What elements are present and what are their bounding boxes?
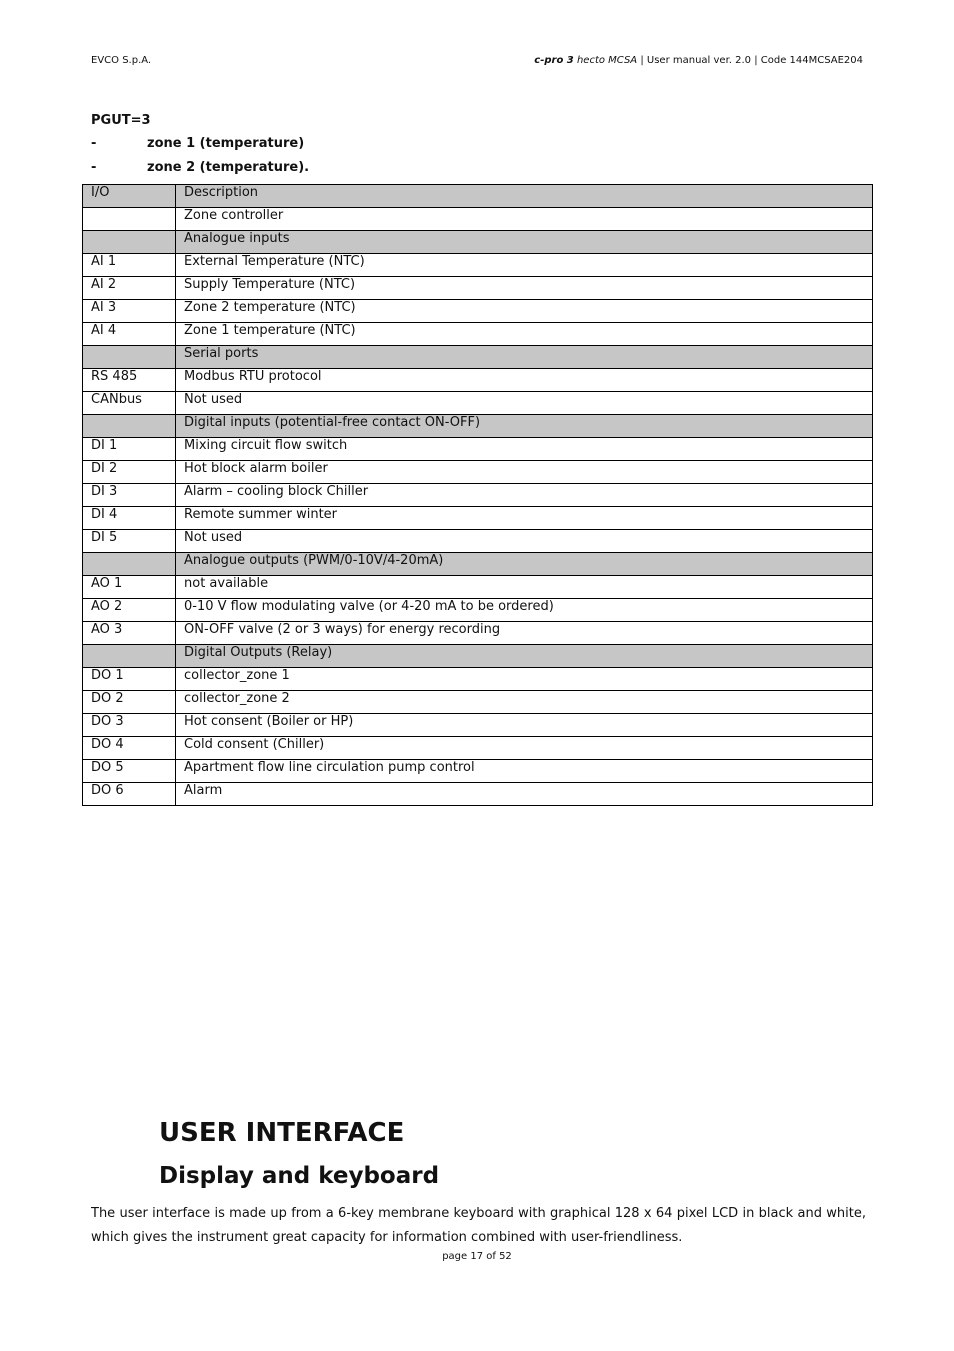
io-cell: DO 3 xyxy=(83,714,176,737)
description-cell: Zone controller xyxy=(176,208,873,231)
table-row xyxy=(83,277,873,300)
description-cell: Description xyxy=(176,185,873,208)
description-cell: Hot consent (Boiler or HP) xyxy=(176,714,873,737)
table-row xyxy=(83,300,873,323)
table-row xyxy=(83,507,873,530)
section-title: USER INTERFACE xyxy=(159,1118,405,1148)
io-cell xyxy=(83,346,176,369)
bullet-dash: - xyxy=(91,160,97,175)
description-cell: Zone 2 temperature (NTC) xyxy=(176,300,873,323)
io-cell: AI 2 xyxy=(83,277,176,300)
io-cell: AO 2 xyxy=(83,599,176,622)
io-cell: DI 4 xyxy=(83,507,176,530)
table-header-row xyxy=(83,231,873,254)
description-cell: Alarm xyxy=(176,783,873,806)
table-row xyxy=(83,208,873,231)
io-cell: DI 1 xyxy=(83,438,176,461)
header-product-name: c-pro 3 xyxy=(534,55,574,66)
table-header-row xyxy=(83,553,873,576)
io-cell: AI 3 xyxy=(83,300,176,323)
table-header-row xyxy=(83,346,873,369)
description-cell: Hot block alarm boiler xyxy=(176,461,873,484)
description-cell: Zone 1 temperature (NTC) xyxy=(176,323,873,346)
table-row xyxy=(83,737,873,760)
io-cell: DI 2 xyxy=(83,461,176,484)
description-cell: Serial ports xyxy=(176,346,873,369)
bullet-text: zone 1 (temperature) xyxy=(147,136,305,151)
table-row xyxy=(83,599,873,622)
table-row xyxy=(83,760,873,783)
io-cell: DO 6 xyxy=(83,783,176,806)
io-table-body xyxy=(83,185,873,806)
bullet-dash: - xyxy=(91,136,97,151)
table-row xyxy=(83,438,873,461)
io-cell: DI 5 xyxy=(83,530,176,553)
io-cell: CANbus xyxy=(83,392,176,415)
table-header-row xyxy=(83,645,873,668)
io-cell: AO 3 xyxy=(83,622,176,645)
description-cell: 0-10 V flow modulating valve (or 4-20 mA to be ordered) xyxy=(176,599,873,622)
subsection-title: Display and keyboard xyxy=(159,1163,440,1189)
header-manual-version: | User manual ver. 2.0 | Code 144MCSAE204 xyxy=(640,55,863,66)
header-manual-info xyxy=(534,55,863,66)
table-row xyxy=(83,576,873,599)
table-row xyxy=(83,392,873,415)
description-cell: collector_zone 2 xyxy=(176,691,873,714)
description-cell: Mixing circuit flow switch xyxy=(176,438,873,461)
io-cell xyxy=(83,208,176,231)
table-row xyxy=(83,691,873,714)
description-cell: Modbus RTU protocol xyxy=(176,369,873,392)
io-cell: DO 1 xyxy=(83,668,176,691)
setting-label: PGUT=3 xyxy=(91,113,151,128)
io-cell: AI 4 xyxy=(83,323,176,346)
io-cell: DI 3 xyxy=(83,484,176,507)
io-cell xyxy=(83,645,176,668)
io-table xyxy=(82,184,873,806)
io-cell: AI 1 xyxy=(83,254,176,277)
table-row xyxy=(83,622,873,645)
description-cell: ON-OFF valve (2 or 3 ways) for energy recording xyxy=(176,622,873,645)
description-cell: Digital inputs (potential-free contact ON-OFF) xyxy=(176,415,873,438)
table-row xyxy=(83,530,873,553)
table-row xyxy=(83,484,873,507)
table-row xyxy=(83,369,873,392)
table-row xyxy=(83,783,873,806)
io-cell xyxy=(83,553,176,576)
description-cell: Cold consent (Chiller) xyxy=(176,737,873,760)
io-cell: I/O xyxy=(83,185,176,208)
header-product-model: hecto MCSA xyxy=(576,55,638,66)
description-cell: Analogue inputs xyxy=(176,231,873,254)
body-paragraph: The user interface is made up from a 6-key membrane keyboard with graphical 128 x 64 pixel LCD in black and white, which gives the instrument great capacity for information combined with user-friendliness. xyxy=(91,1206,866,1245)
io-cell: AO 1 xyxy=(83,576,176,599)
description-cell: Alarm – cooling block Chiller xyxy=(176,484,873,507)
page-number: page 17 of 52 xyxy=(442,1251,512,1262)
header-company: EVCO S.p.A. xyxy=(91,55,152,66)
description-cell: Analogue outputs (PWM/0-10V/4-20mA) xyxy=(176,553,873,576)
table-row xyxy=(83,461,873,484)
description-cell: Not used xyxy=(176,392,873,415)
description-cell: Remote summer winter xyxy=(176,507,873,530)
bullet-text: zone 2 (temperature). xyxy=(147,160,310,175)
description-cell: Supply Temperature (NTC) xyxy=(176,277,873,300)
io-cell: DO 2 xyxy=(83,691,176,714)
description-cell: not available xyxy=(176,576,873,599)
io-cell: DO 4 xyxy=(83,737,176,760)
io-cell: RS 485 xyxy=(83,369,176,392)
table-row xyxy=(83,254,873,277)
table-row xyxy=(83,323,873,346)
description-cell: Not used xyxy=(176,530,873,553)
table-header-row xyxy=(83,185,873,208)
description-cell: Digital Outputs (Relay) xyxy=(176,645,873,668)
io-cell xyxy=(83,231,176,254)
description-cell: External Temperature (NTC) xyxy=(176,254,873,277)
description-cell: Apartment flow line circulation pump control xyxy=(176,760,873,783)
table-row xyxy=(83,668,873,691)
table-row xyxy=(83,714,873,737)
description-cell: collector_zone 1 xyxy=(176,668,873,691)
io-cell: DO 5 xyxy=(83,760,176,783)
table-header-row xyxy=(83,415,873,438)
io-cell xyxy=(83,415,176,438)
